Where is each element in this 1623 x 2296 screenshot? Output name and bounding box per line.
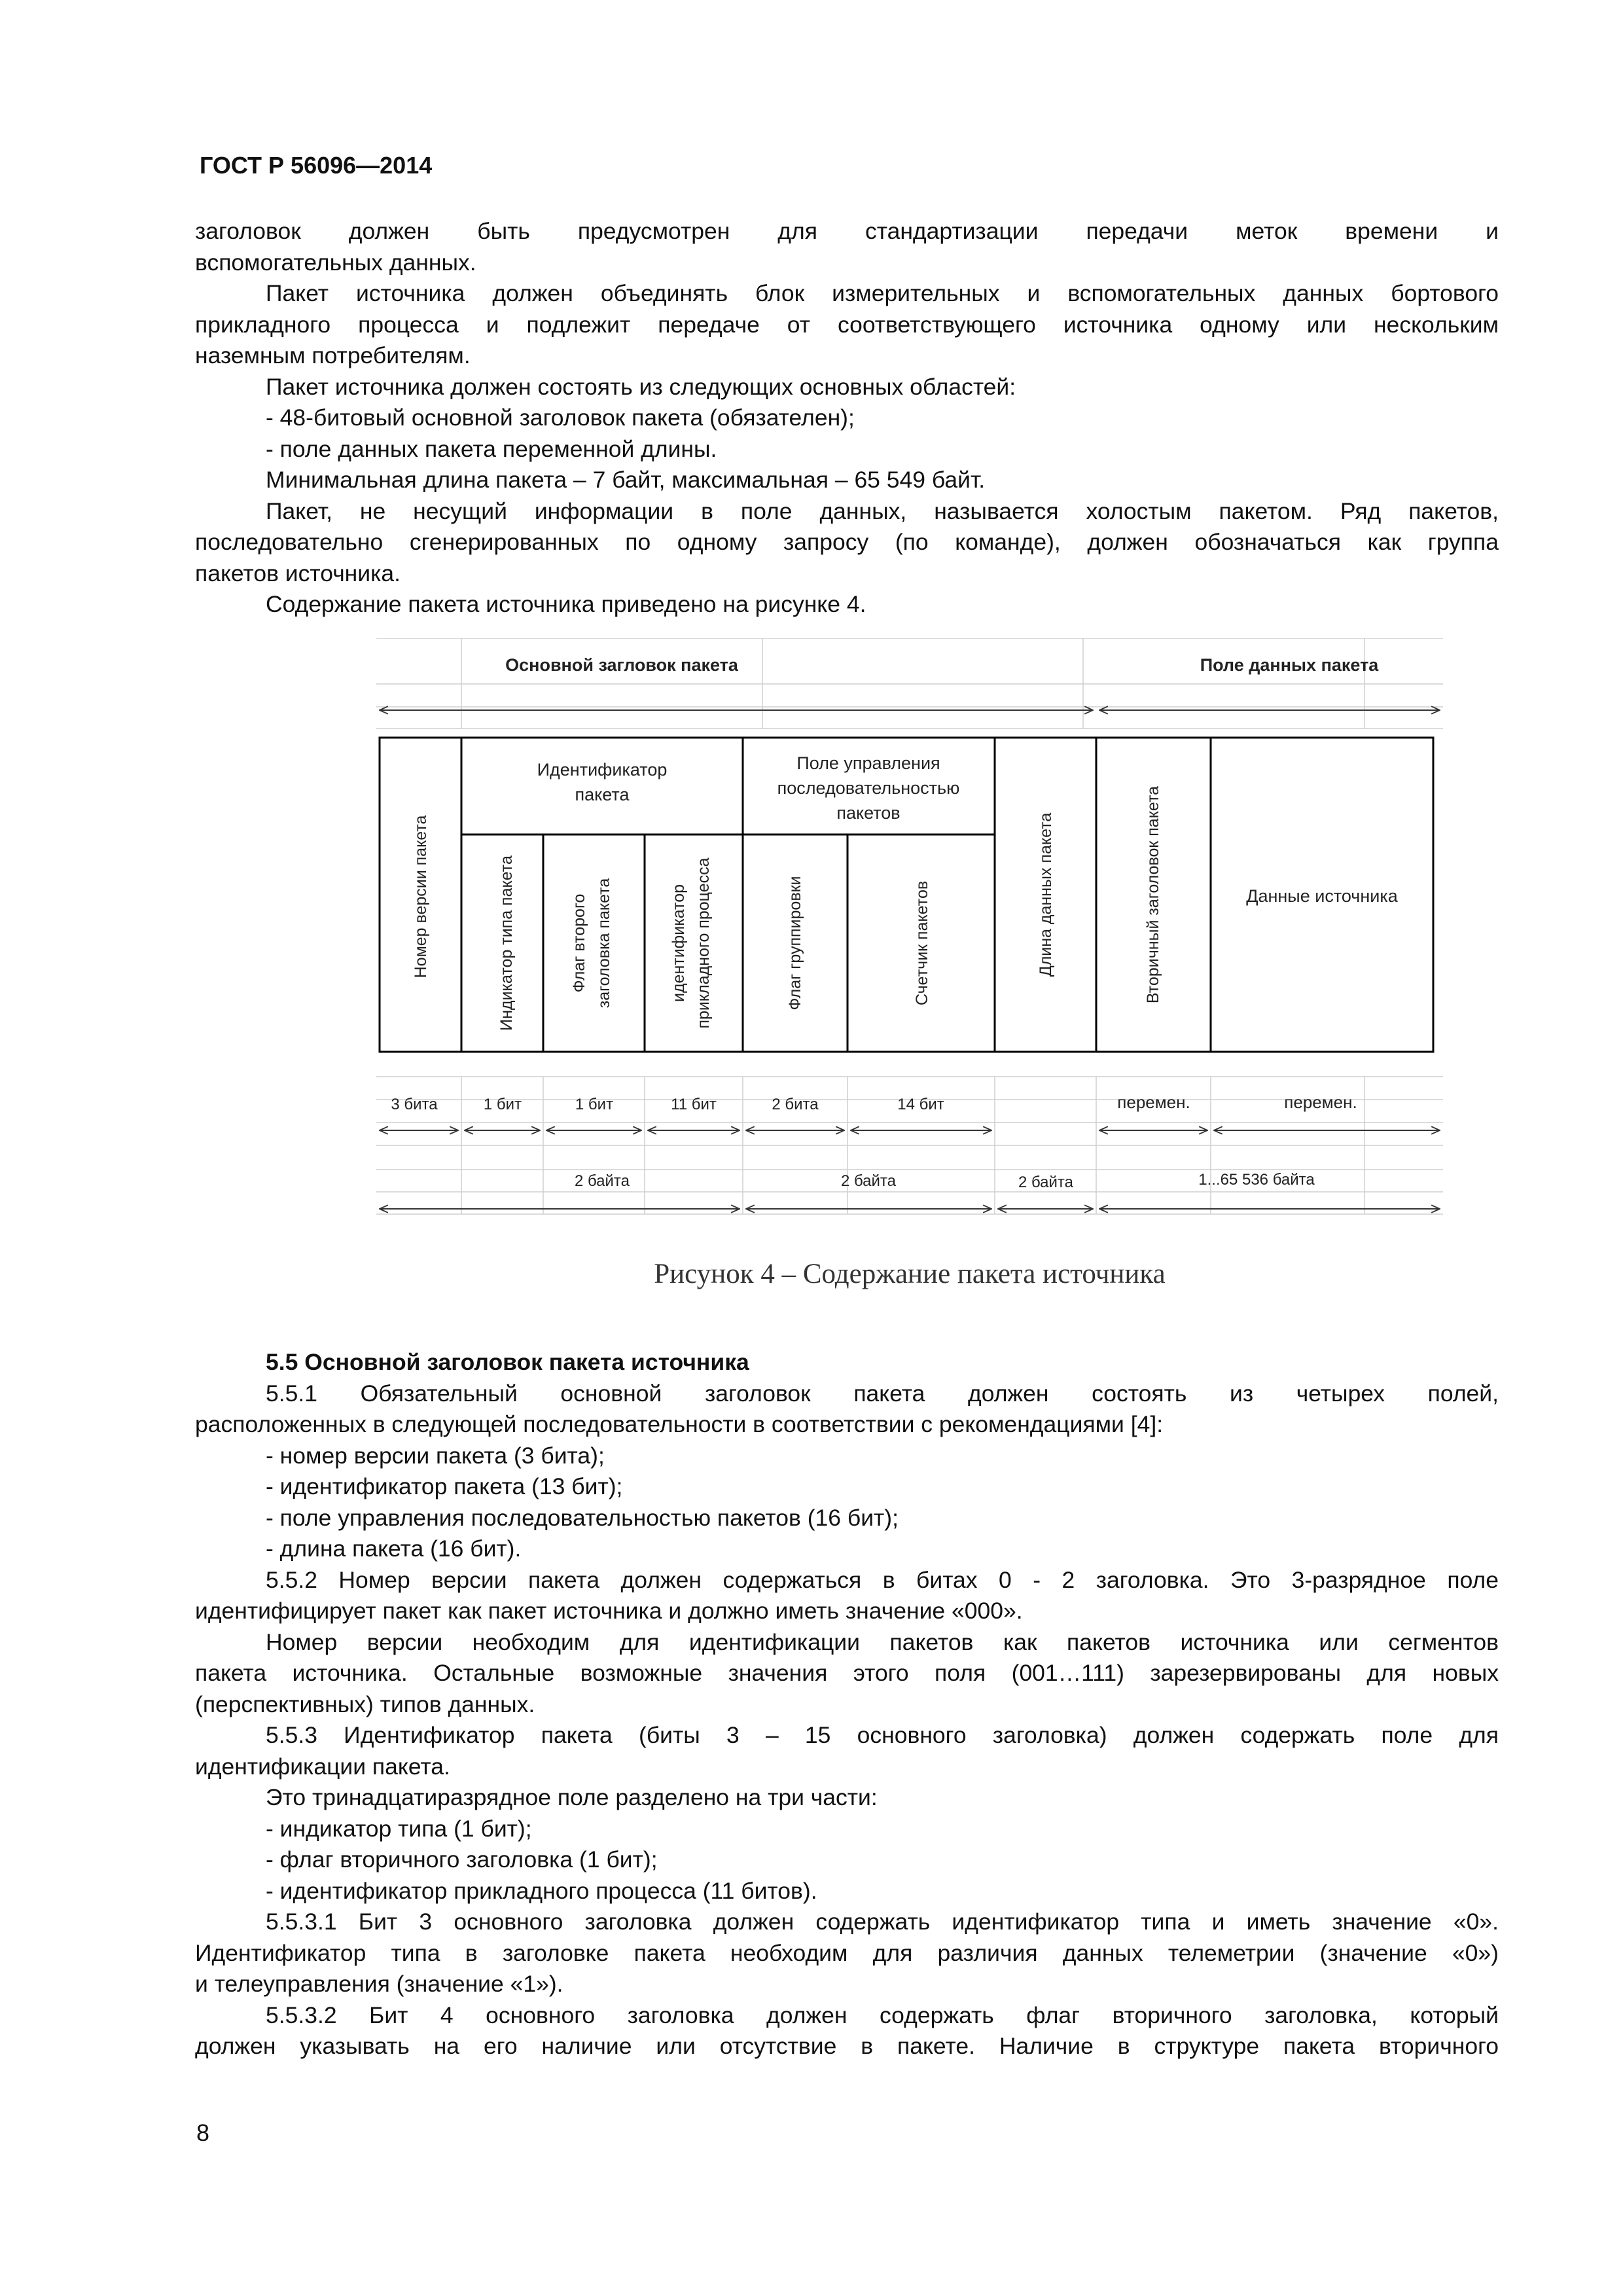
packet-counter-label: Счетчик пакетов bbox=[913, 880, 931, 1006]
paragraph-line: 5.5.3 Идентификатор пакета (биты 3 – 15 основного заголовка) должен содержать поле для bbox=[266, 1722, 1499, 1748]
paragraph-line: пакета источника. Остальные возможные значения этого поля (001…111) зарезервированы для новых bbox=[195, 1660, 1499, 1686]
paragraph-line: 5.5.1 Обязательный основной заголовок пакета должен состоять из четырех полей, bbox=[266, 1380, 1499, 1407]
data-field-label: Поле данных пакета bbox=[1200, 655, 1379, 675]
bit-width-label: 2 бита bbox=[772, 1096, 819, 1113]
identifier-label: Идентификатор bbox=[537, 760, 668, 780]
paragraph-line: пакетов источника. bbox=[195, 560, 401, 586]
sequence-control-label: последовательностью bbox=[777, 778, 960, 798]
paragraph-line: Идентификатор типа в заголовке пакета необходим для различия данных телеметрии (значение «0») bbox=[195, 1939, 1499, 1966]
list-item: - поле управления последовательностью пакетов (16 бит); bbox=[266, 1504, 899, 1531]
bit-width-label: перемен. bbox=[1117, 1092, 1190, 1112]
paragraph-line: Минимальная длина пакета – 7 байт, максимальная – 65 549 байт. bbox=[266, 467, 986, 493]
source-data-label: Данные источника bbox=[1246, 886, 1398, 906]
identifier-label: пакета bbox=[575, 785, 630, 804]
paragraph-line: заголовок должен быть предусмотрен для стандартизации передачи меток времени и bbox=[195, 218, 1499, 244]
text-block-top bbox=[195, 216, 1499, 620]
packet-structure-diagram bbox=[376, 638, 1443, 1247]
type-indicator-label: Индикатор типа пакета bbox=[497, 855, 516, 1031]
bit-width-label: 1 бит bbox=[483, 1096, 522, 1113]
version-number-label: Номер версии пакета bbox=[412, 815, 430, 978]
list-item: - идентификатор прикладного процесса (11 битов). bbox=[266, 1877, 817, 1904]
bit-width-label: перемен. bbox=[1284, 1092, 1357, 1112]
paragraph-line: Пакет источника должен объединять блок измерительных и вспомогательных данных бортового bbox=[266, 280, 1499, 306]
paragraph-line: прикладного процесса и подлежит передаче от соответствующего источника одному или нескольким bbox=[195, 311, 1499, 338]
paragraph-line: 5.5.3.1 Бит 3 основного заголовка должен содержать идентификатор типа и иметь значение «0». bbox=[266, 1909, 1499, 1935]
list-item: - поле данных пакета переменной длины. bbox=[266, 435, 717, 462]
paragraph-line: идентификации пакета. bbox=[195, 1753, 450, 1780]
list-item: - 48-битовый основной заголовок пакета (обязателен); bbox=[266, 404, 855, 431]
list-item: - идентификатор пакета (13 бит); bbox=[266, 1473, 623, 1499]
background-grid bbox=[376, 638, 1443, 1214]
secondary-flag-label: Флаг второго bbox=[570, 893, 588, 993]
paragraph-line: идентифицирует пакет как пакет источника и должно иметь значение «000». bbox=[195, 1598, 1023, 1624]
bit-widths bbox=[391, 1092, 1357, 1113]
list-item: - номер версии пакета (3 бита); bbox=[266, 1442, 605, 1469]
secondary-header-label: Вторичный заголовок пакета bbox=[1144, 785, 1162, 1004]
paragraph-line: 5.5.3.2 Бит 4 основного заголовка должен содержать флаг вторичного заголовка, который bbox=[266, 2001, 1499, 2028]
data-length-label: Длина данных пакета bbox=[1037, 812, 1055, 977]
paragraph-line: (перспективных) типов данных. bbox=[195, 1691, 535, 1717]
byte-width-label: 2 байта bbox=[574, 1172, 630, 1190]
paragraph-line: Номер версии необходим для идентификации пакетов как пакетов источника или сегментов bbox=[266, 1628, 1499, 1655]
sequence-control-label: Поле управления bbox=[796, 753, 940, 773]
section-heading: 5.5 Основной заголовок пакета источника bbox=[266, 1349, 749, 1375]
sequence-control-label: пакетов bbox=[836, 803, 901, 823]
paragraph-line: Пакет источника должен состоять из следующих основных областей: bbox=[266, 373, 1016, 400]
byte-width-label: 1...65 536 байта bbox=[1198, 1171, 1315, 1189]
paragraph-line: Это тринадцатиразрядное поле разделено на три части: bbox=[266, 1784, 878, 1810]
app-id-label: прикладного процесса bbox=[694, 857, 713, 1029]
list-item: - длина пакета (16 бит). bbox=[266, 1535, 522, 1562]
paragraph-line: Содержание пакета источника приведено на рисунке 4. bbox=[266, 591, 866, 617]
byte-widths bbox=[575, 1171, 1315, 1191]
paragraph-line: 5.5.2 Номер версии пакета должен содержаться в битах 0 - 2 заголовка. Это 3-разрядное поле bbox=[266, 1566, 1499, 1593]
paragraph-line: последовательно сгенерированных по одному запросу (по команде), должен обозначаться как группа bbox=[195, 529, 1499, 555]
paragraph-line: расположенных в следующей последовательности в соответствии с рекомендациями [4]: bbox=[195, 1411, 1164, 1437]
vertical-labels bbox=[412, 786, 1162, 1031]
page-number: 8 bbox=[196, 2119, 210, 2146]
grouping-flag-label: Флаг группировки bbox=[786, 876, 804, 1011]
paragraph-line: и телеуправления (значение «1»). bbox=[195, 1971, 563, 1997]
header-label: Основной загловок пакета bbox=[505, 655, 738, 675]
paragraph-line: Пакет, не несущий информации в поле данных, называется холостым пакетом. Ряд пакетов, bbox=[266, 497, 1499, 524]
paragraph-line: должен указывать на его наличие или отсутствие в пакете. Наличие в структуре пакета вторичного bbox=[195, 2033, 1499, 2059]
bit-width-label: 3 бита bbox=[391, 1096, 438, 1113]
figure-caption: Рисунок 4 – Содержание пакета источника bbox=[654, 1259, 1166, 1289]
bit-width-label: 1 бит bbox=[575, 1096, 614, 1113]
paragraph-line: вспомогательных данных. bbox=[195, 249, 476, 276]
byte-width-label: 2 байта bbox=[840, 1172, 897, 1190]
list-item: - флаг вторичного заголовка (1 бит); bbox=[266, 1846, 658, 1873]
list-item: - индикатор типа (1 бит); bbox=[266, 1815, 532, 1842]
figure-4 bbox=[376, 638, 1443, 1289]
paragraph-line: наземным потребителям. bbox=[195, 342, 471, 368]
bit-width-label: 14 бит bbox=[897, 1096, 944, 1113]
document-code: ГОСТ Р 56096—2014 bbox=[200, 152, 433, 179]
app-id-label: идентификатор bbox=[669, 884, 688, 1003]
bit-width-label: 11 бит bbox=[671, 1096, 717, 1113]
secondary-flag-label: заголовка пакета bbox=[595, 878, 613, 1009]
byte-width-label: 2 байта bbox=[1018, 1174, 1074, 1191]
text-block-bottom bbox=[195, 1347, 1499, 2062]
